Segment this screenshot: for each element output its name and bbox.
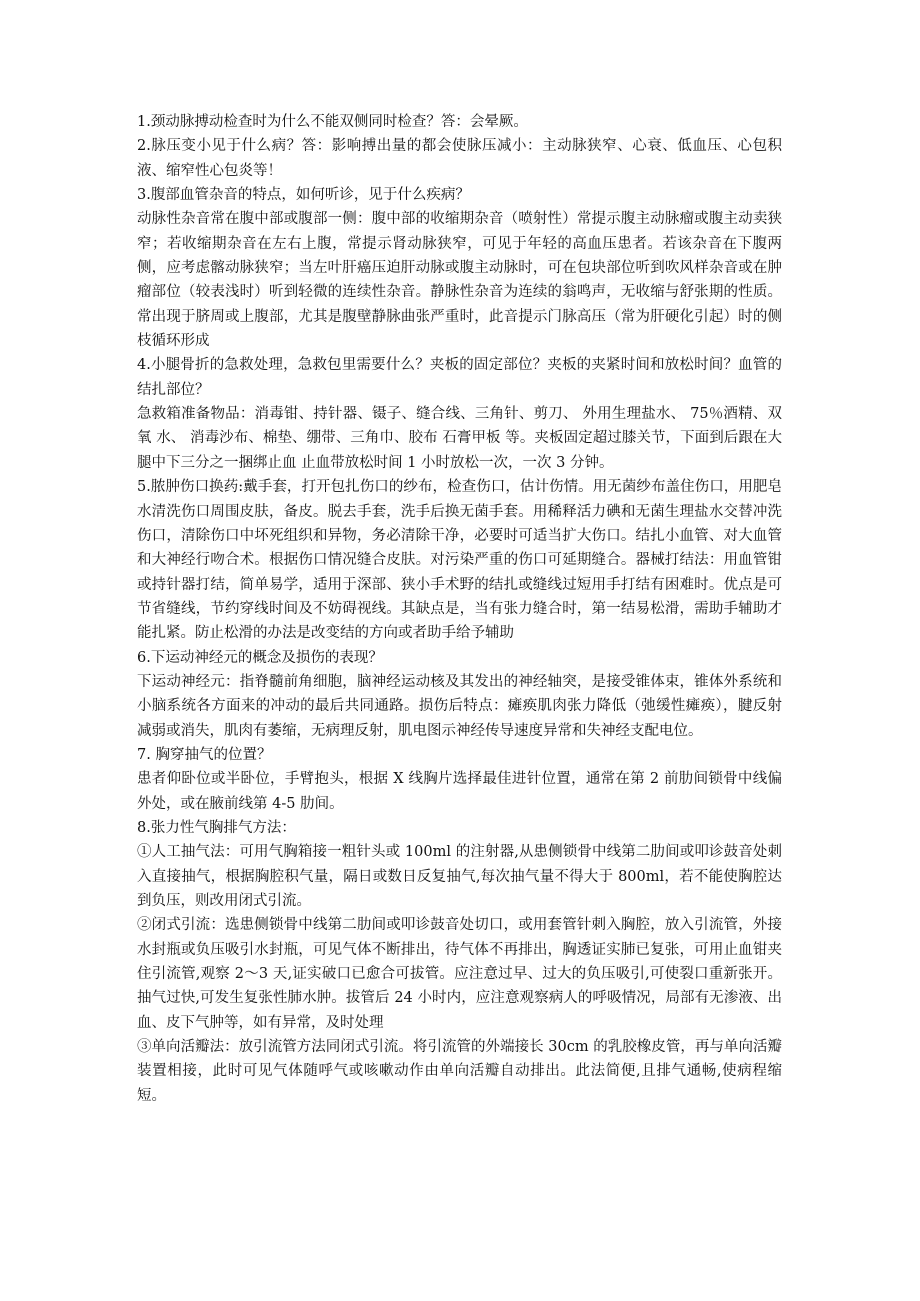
answer-4: 急救箱准备物品：消毒钳、持针器、镊子、缝合线、三角针、剪刀、 外用生理盐水、 75％酒精、双氧 水、 消毒沙布、棉垫、绷带、三角巾、胶布 石膏甲板 等。夹板固定超过膝关节，下面到后跟在大腿中下三分之一捆绑止血 止血带放松时间 1 小时放松一次，一次 3 分钟。 xyxy=(137,406,782,471)
question-3: 3.腹部血管杂音的特点，如何听诊，见于什么疾病？ xyxy=(137,187,470,204)
document-page xyxy=(137,110,782,1108)
answer-8-method-3: ③单向活瓣法：放引流管方法同闭式引流。将引流管的外端接长 30cm 的乳胶橡皮管，再与单向活瓣装置相接，此时可见气体随呼气或咳嗽动作由单向活瓣自动排出。此法简便,且排气通畅,使病程缩短。 xyxy=(137,1039,782,1104)
question-6: 6.下运动神经元的概念及损伤的表现？ xyxy=(137,649,383,666)
answer-7: 患者仰卧位或半卧位，手臂抱头，根据 X 线胸片选择最佳进针位置，通常在第 2 前肋间锁骨中线偏外处，或在腋前线第 4-5 肋间。 xyxy=(137,771,782,812)
question-4: 4.小腿骨折的急救处理，急救包里需要什么？夹板的固定部位？夹板的夹紧时间和放松时间？血管的结扎部位？ xyxy=(137,357,782,398)
question-7: 7. 胸穿抽气的位置？ xyxy=(137,746,272,763)
question-2: 2.脉压变小见于什么病？答：影响搏出量的都会使脉压减小：主动脉狭窄、心衰、低血压、心包积液、缩窄性心包炎等！ xyxy=(137,138,782,179)
answer-8-method-2: ②闭式引流：选患侧锁骨中线第二肋间或叩诊鼓音处切口，或用套管针刺入胸腔，放入引流管，外接水封瓶或负压吸引水封瓶，可见气体不断排出，待气体不再排出，胸透证实肺已复张，可用止血钳夹住引流管,观察 2～3 天,证实破口已愈合可拔管。应注意过早、过大的负压吸引,可使裂口重新张开。抽气过快,可发生复张性肺水肿。拔管后 24 小时内，应注意观察病人的呼吸情况，局部有无渗液、出血、皮下气肿等，如有异常，及时处理 xyxy=(137,917,782,1031)
question-5: 5.脓肿伤口换药:戴手套，打开包扎伤口的纱布，检查伤口，估计伤情。用无菌纱布盖住伤口，用肥皂水清洗伤口周围皮肤，备皮。脱去手套，洗手后换无菌手套。用稀释活力碘和无菌生理盐水交替冲洗伤口，清除伤口中坏死组织和异物，务必清除干净，必要时可适当扩大伤口。结扎小血管、对大血管和大神经行吻合术。根据伤口情况缝合皮肤。对污染严重的伤口可延期缝合。器械打结法：用血管钳或持针器打结，简单易学，适用于深部、狭小手术野的结扎或缝线过短用手打结有困难时。优点是可节省缝线，节约穿线时间及不妨碍视线。其缺点是，当有张力缝合时，第一结易松滑，需助手辅助才能扎紧。防止松滑的办法是改变结的方向或者助手给予辅助 xyxy=(137,479,782,642)
answer-8-method-1: ①人工抽气法：可用气胸箱接一粗针头或 100ml 的注射器,从患侧锁骨中线第二肋间或叩诊鼓音处刺入直接抽气，根据胸腔积气量，隔日或数日反复抽气,每次抽气量不得大于 800ml，若不能使胸腔达到负压，则改用闭式引流。 xyxy=(137,844,782,909)
question-8: 8.张力性气胸排气方法： xyxy=(137,819,296,836)
answer-6: 下运动神经元：指脊髓前角细胞，脑神经运动核及其发出的神经轴突，是接受锥体束，锥体外系统和小脑系统各方面来的冲动的最后共同通路。损伤后特点：瘫痪肌肉张力降低（弛缓性瘫痪），腱反射减弱或消失，肌肉有萎缩，无病理反射，肌电图示神经传导速度异常和失神经支配电位。 xyxy=(137,673,782,739)
question-1: 1.颈动脉搏动检查时为什么不能双侧同时检查？答：会晕厥。 xyxy=(137,114,528,130)
answer-3: 动脉性杂音常在腹中部或腹部一侧：腹中部的收缩期杂音（喷射性）常提示腹主动脉瘤或腹主动卖狭窄；若收缩期杂音在左右上腹，常提示肾动脉狭窄，可见于年轻的高血压患者。若该杂音在下腹两侧，应考虑髂动脉狭窄；当左叶肝癌压迫肝动脉或腹主动脉时，可在包块部位听到吹风样杂音或在肿瘤部位（较表浅时）听到轻微的连续性杂音。静脉性杂音为连续的翁鸣声，无收缩与舒张期的性质。常出现于脐周或上腹部，尤其是腹壁静脉曲张严重时，此音提示门脉高压（常为肝硬化引起）时的侧枝循环形成 xyxy=(137,211,782,350)
